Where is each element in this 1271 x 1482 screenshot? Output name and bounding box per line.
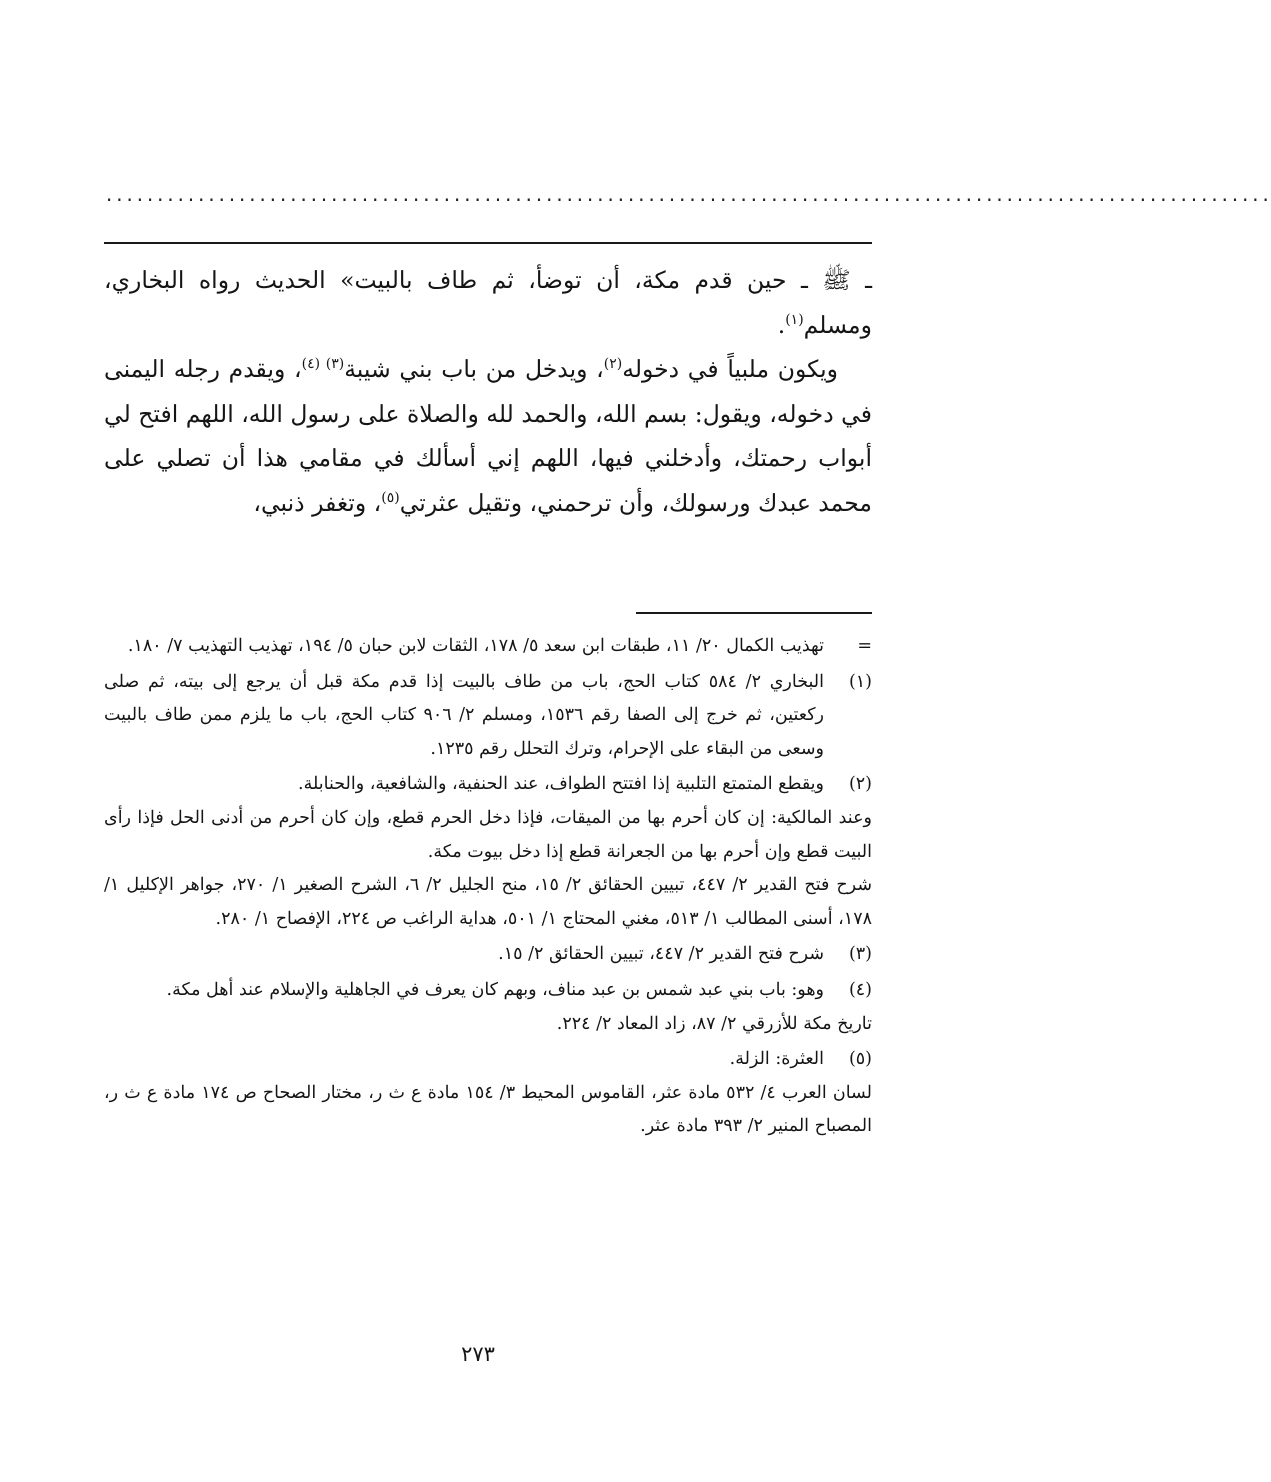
- paragraph-2-text-a: ويكون ملبياً في دخوله: [622, 355, 838, 383]
- footnote-number: (١): [848, 671, 872, 692]
- footnote-ref-3-4: (٣) (٤): [301, 356, 345, 373]
- footnote-continuation: تاريخ مكة للأزرقي ٢/ ٨٧، زاد المعاد ٢/ ٢٢٤.: [556, 1013, 872, 1034]
- footnote-continuation: وعند المالكية: إن كان أحرم بها من الميقات، فإذا دخل الحرم قطع، وإن كان أحرم من أدنى الحل فإذا رأى البيت قطع وإن أحرم بها من الجعرانة قطع إذا دخل بيوت مكة.: [104, 807, 872, 862]
- footnote-ref-5: (٥): [381, 489, 400, 506]
- footnote-item: [104, 666, 872, 767]
- footnote-text: العثرة: الزلة.: [729, 1049, 824, 1070]
- footnote-continuation: لسان العرب ٤/ ٥٣٢ مادة عثر، القاموس المحيط ٣/ ١٥٤ مادة ع ث ر، مختار الصحاح ص ١٧٤ مادة ع ث ر، المصباح المنير ٢/ ٣٩٣ مادة عثر.: [104, 1082, 873, 1137]
- footnote-number: (٣): [848, 944, 872, 965]
- paragraph-2-text-c: ، ويقدم رجله اليمنى في دخوله، ويقول: بسم الله، والحمد لله والصلاة على رسول الله، اللهم افتح لي أبواب رحمتك، وأدخلني فيها، اللهم إني أسألك في مقامي هذا أن تصلي على محمد عبدك ورسولك، وأن ترحمني، وتقيل عثرتي: [104, 355, 872, 517]
- paragraph-2-text-b: ، ويدخل من باب بني شيبة: [344, 355, 604, 383]
- footnote-item: [104, 768, 872, 936]
- top-rule: [104, 242, 872, 244]
- paragraph-1-text: ـ ﷺ ـ حين قدم مكة، أن توضأ، ثم طاف بالبيت» الحديث رواه البخاري، ومسلم: [104, 266, 872, 339]
- footnote-item: [104, 1043, 872, 1144]
- footnote-item: [104, 630, 872, 664]
- dotted-separator: ..................................................................................................................: [104, 186, 1271, 206]
- footnote-text: شرح فتح القدير ٢/ ٤٤٧، تبيين الحقائق ٢/ ١٥.: [498, 944, 824, 965]
- footnote-rule: [636, 612, 872, 614]
- footnote-text: وهو: باب بني عبد شمس بن عبد مناف، وبهم كان يعرف في الجاهلية والإسلام عند أهل مكة.: [166, 979, 824, 1000]
- footnote-number: (٢): [848, 774, 872, 795]
- footnote-text: ويقطع المتمتع التلبية إذا افتتح الطواف، عند الحنفية، والشافعية، والحنابلة.: [298, 774, 824, 795]
- paragraph-1-end: .: [777, 310, 786, 339]
- page-number: ٢٧٣: [461, 1342, 495, 1366]
- footnote-text: تهذيب الكمال ٢٠/ ١١، طبقات ابن سعد ٥/ ١٧٨، الثقات لابن حبان ٥/ ١٩٤، تهذيب التهذيب ٧/ ١٨٠.: [127, 636, 824, 656]
- footnote-text: البخاري ٢/ ٥٨٤ كتاب الحج، باب من طاف بالبيت إذا قدم مكة قبل أن يرجع إلى بيته، ثم صلى ركعتين، ثم خرج إلى الصفا رقم ١٥٣٦، ومسلم ٢/ ٩٠٦ كتاب الحج، باب ما يلزم ممن طاف بالبيت وسعى من البقاء على الإحرام، وترك التحلل رقم ١٢٣٥.: [104, 671, 824, 759]
- footnote-item: [104, 938, 872, 972]
- footnote-continuation: شرح فتح القدير ٢/ ٤٤٧، تبيين الحقائق ٢/ ١٥، منح الجليل ٢/ ٦، الشرح الصغير ١/ ٢٧٠، جواهر الإكليل ١/ ١٧٨، أسنى المطالب ١/ ٥١٣، مغني المحتاج ١/ ٥٠١، هداية الراغب ص ٢٢٤، الإفصاح ١/ ٢٨٠.: [104, 875, 872, 929]
- footnotes: [104, 630, 872, 1146]
- paragraph-1: [104, 258, 872, 347]
- footnote-number: (٤): [848, 979, 872, 1000]
- paragraph-2-text-d: ، وتغفر ذنبي،: [253, 488, 382, 517]
- footnote-number: (٥): [848, 1049, 872, 1070]
- footnote-number: =: [857, 636, 872, 656]
- footnote-ref-2: (٢): [603, 356, 623, 373]
- footnote-item: [104, 974, 872, 1041]
- main-text: [104, 258, 872, 525]
- footnote-ref-1: (١): [785, 311, 804, 328]
- paragraph-2: [104, 347, 872, 525]
